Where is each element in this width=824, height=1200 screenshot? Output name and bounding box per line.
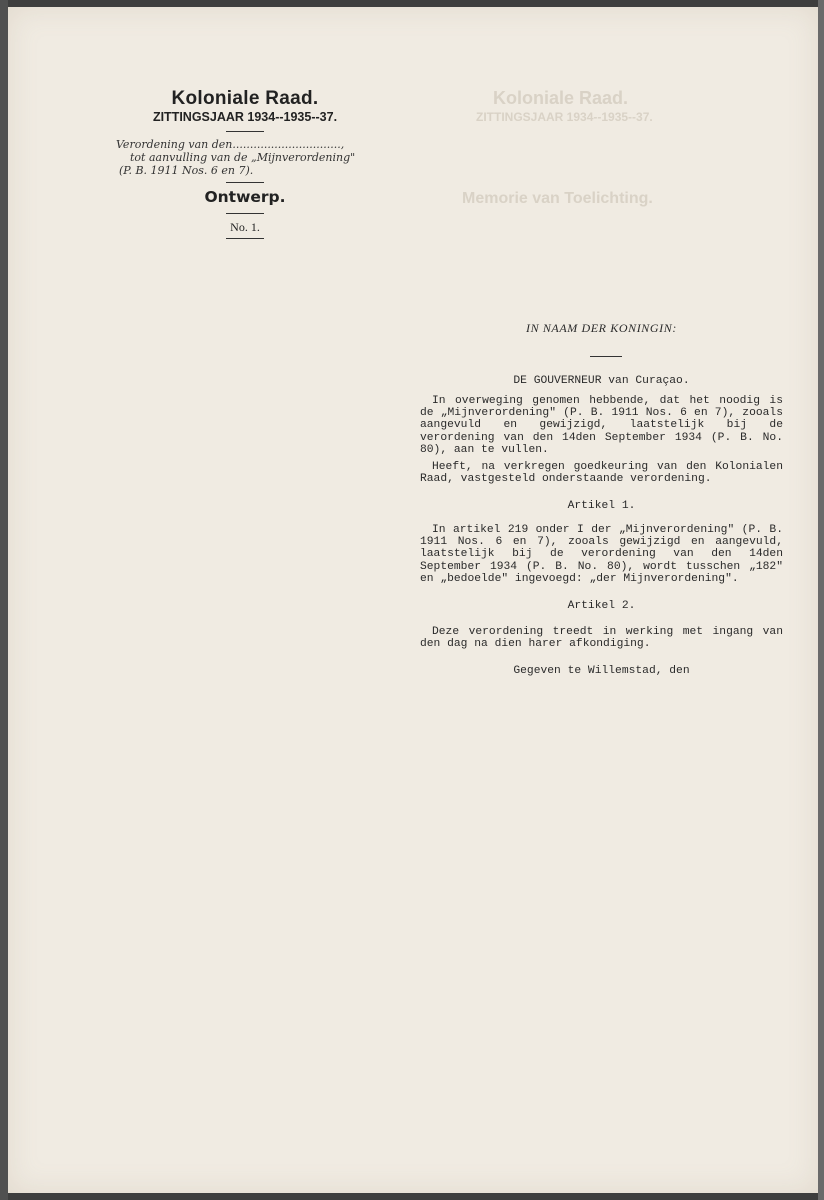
ordinance-line-3: (P. B. 1911 Nos. 6 en 7). <box>119 164 254 177</box>
show-through-title: Koloniale Raad. <box>493 88 629 108</box>
governor-line: DE GOUVERNEUR van Curaçao. <box>513 375 690 387</box>
ordinance-line-1: Verordening van den..............................., <box>116 138 345 151</box>
show-through-session: ZITTINGSJAAR 1934--1935--37. <box>476 110 653 124</box>
closing-line: Gegeven te Willemstad, den <box>513 665 690 677</box>
article-2-text: Deze verordening treedt in werking met ingang van den dag na dien harer afkondiging. <box>420 626 783 651</box>
ordinance-line-2: tot aanvulling van de „Mijnverordening" <box>130 151 356 164</box>
divider <box>590 356 622 357</box>
divider <box>226 213 264 214</box>
invocation: IN NAAM DER KONINGIN: <box>526 321 677 335</box>
divider <box>226 182 264 183</box>
article-1-heading: Artikel 1. <box>567 500 636 512</box>
article-1-text: In artikel 219 onder I der „Mijnverordening" (P. B. 1911 Nos. 6 en 7), zooals gewijzigd en aangevuld, laatstelijk bij de verordening van den 14den September 1934 (P. B. No. 80), wordt tusschen „182" en „bedoelde" ingevoegd: „der Mijnverordening". <box>420 524 783 585</box>
scan-border-right <box>818 0 824 1200</box>
scan-border-left <box>0 0 8 1200</box>
draft-label: Ontwerp. <box>204 188 286 206</box>
divider <box>226 238 264 239</box>
divider <box>226 131 264 132</box>
show-through-subtitle: Memorie van Toelichting. <box>462 190 653 207</box>
approval-paragraph: Heeft, na verkregen goedkeuring van den Kolonialen Raad, vastgesteld onderstaande verordening. <box>420 461 783 486</box>
session-year: ZITTINGSJAAR 1934--1935--37. <box>152 110 338 124</box>
document-number: No. 1. <box>230 220 260 234</box>
article-2-heading: Artikel 2. <box>567 600 636 612</box>
preamble-paragraph: In overweging genomen hebbende, dat het noodig is de „Mijnverordening" (P. B. 1911 Nos. 6 en 7), zooals aangevuld en gewijzigd, laatstelijk bij de verordening van den 14den September 1934 (P. B. No. 80), aan te vullen. <box>420 395 783 456</box>
council-title: Koloniale Raad. <box>171 88 319 109</box>
